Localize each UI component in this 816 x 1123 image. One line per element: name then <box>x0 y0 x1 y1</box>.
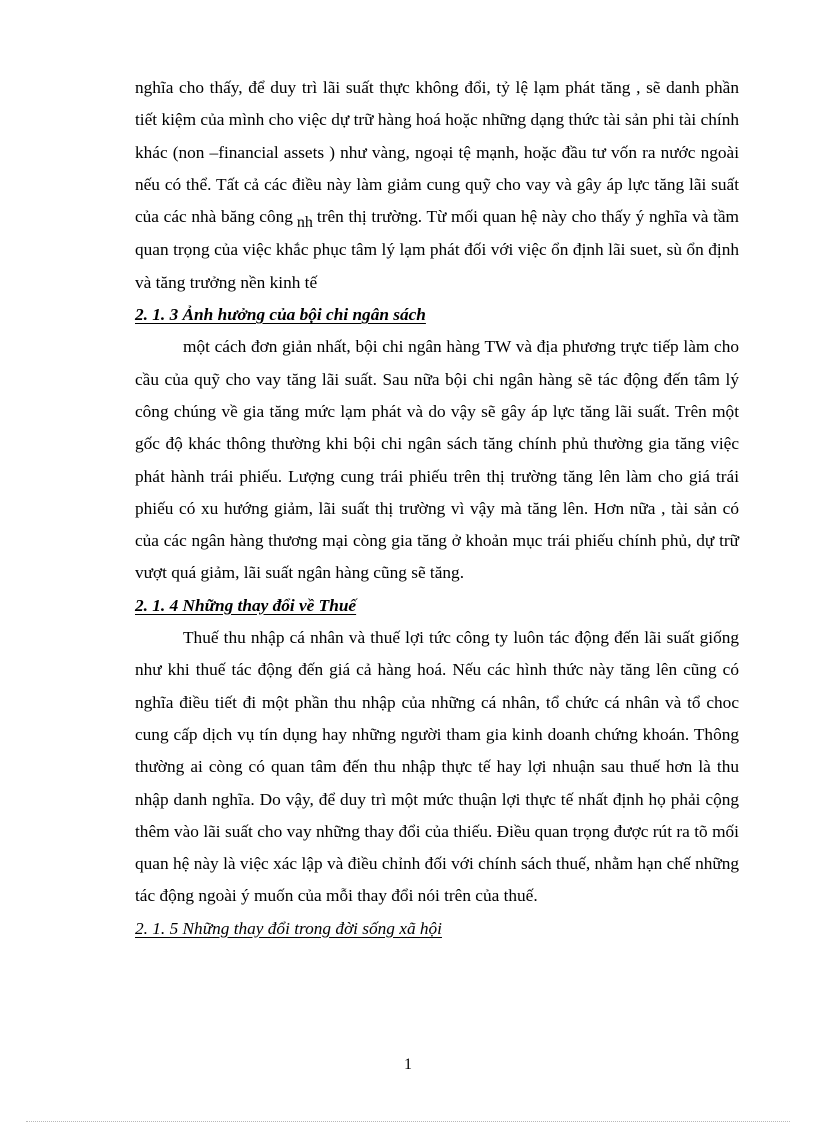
page-bottom-divider <box>26 1121 790 1122</box>
intro-subscript-nh: nh <box>296 214 313 232</box>
paragraph-2-1-3: một cách đơn giản nhất, bội chi ngân hàng TW và địa phương trực tiếp làm cho cầu của quỹ cho vay tăng lãi suất. Sau nữa bội chi ngân hàng sẽ tác động đến tâm lý công chúng về gia tăng mức lạm phát và do vậy sẽ gây áp lực tăng lãi suất. Trên một gốc độ khác thông thường khi bội chi ngân sách tăng chính phủ thường gia tăng việc phát hành trái phiếu. Lượng cung trái phiếu trên thị trường tăng lên làm cho giá trái phiếu có xu hướng giảm, lãi suất thị trường vì vậy mà tăng lên. Hơn nữa , tài sản có của các ngân hàng thương mại còng gia tăng ở khoản mục trái phiếu chính phủ, dự trữ vượt quá giảm, lãi suất ngân hàng cũng sẽ tăng. <box>135 337 739 583</box>
intro-text-part-2: trên thị trường. Từ mối quan hệ này cho thấy ý nghĩa và tầm quan trọng của việc khắc phục tâm lý lạm phát đối với việc ổn định lãi suet, sù ổn định và tăng trưởng nền kinh tế <box>135 207 739 292</box>
intro-text-part-1: nghĩa cho thấy, để duy trì lãi suất thực không đổi, tỷ lệ lạm phát tăng , sẽ danh phần tiết kiệm của mình cho việc dự trữ hàng hoá hoặc những dạng thức tài sản phi tài chính khác (non –financial assets ) như vàng, ngoại tệ mạnh, hoặc đầu tư vốn ra nước ngoài nếu có thể. Tất cả các điều này làm giảm cung quỹ cho vay và gây áp lực tăng lãi suất của các nhà băng công <box>135 78 739 227</box>
section-heading-2-1-3: 2. 1. 3 Ảnh hưởng của bội chi ngân sách <box>135 305 426 325</box>
paragraph-2-1-4: Thuế thu nhập cá nhân và thuế lợi tức công ty luôn tác động đến lãi suất giống như khi thuế tác động đến giá cả hàng hoá. Nếu các hình thức này tăng lên cũng có nghĩa điều tiết đi một phần thu nhập của những cá nhân, tổ chức cá nhân và tổ choc cung cấp dịch vụ tín dụng hay những người tham gia kinh doanh chứng khoán. Thông thường ai còng có quan tâm đến thu nhập thực tế hay lợi nhuận sau thuế hơn là thu nhập danh nghĩa. Do vậy, để duy trì một mức thuận lợi thực tế nhất định họ phải cộng thêm vào lãi suất cho vay những thay đổi của thiếu. Điều quan trọng được rút ra tõ mối quan hệ này là việc xác lập và điều chỉnh đối với chính sách thuế, nhằm hạn chế những tác động ngoài ý muốn của mỗi thay đổi nói trên của thuế. <box>135 628 739 906</box>
section-heading-2-1-4: 2. 1. 4 Những thay đổi về Thuế <box>135 595 357 615</box>
section-heading-2-1-5: 2. 1. 5 Những thay đổi trong đời sống xã hội <box>135 918 442 938</box>
document-body <box>135 72 739 945</box>
intro-paragraph <box>135 72 739 299</box>
page-number: 1 <box>404 1056 412 1073</box>
